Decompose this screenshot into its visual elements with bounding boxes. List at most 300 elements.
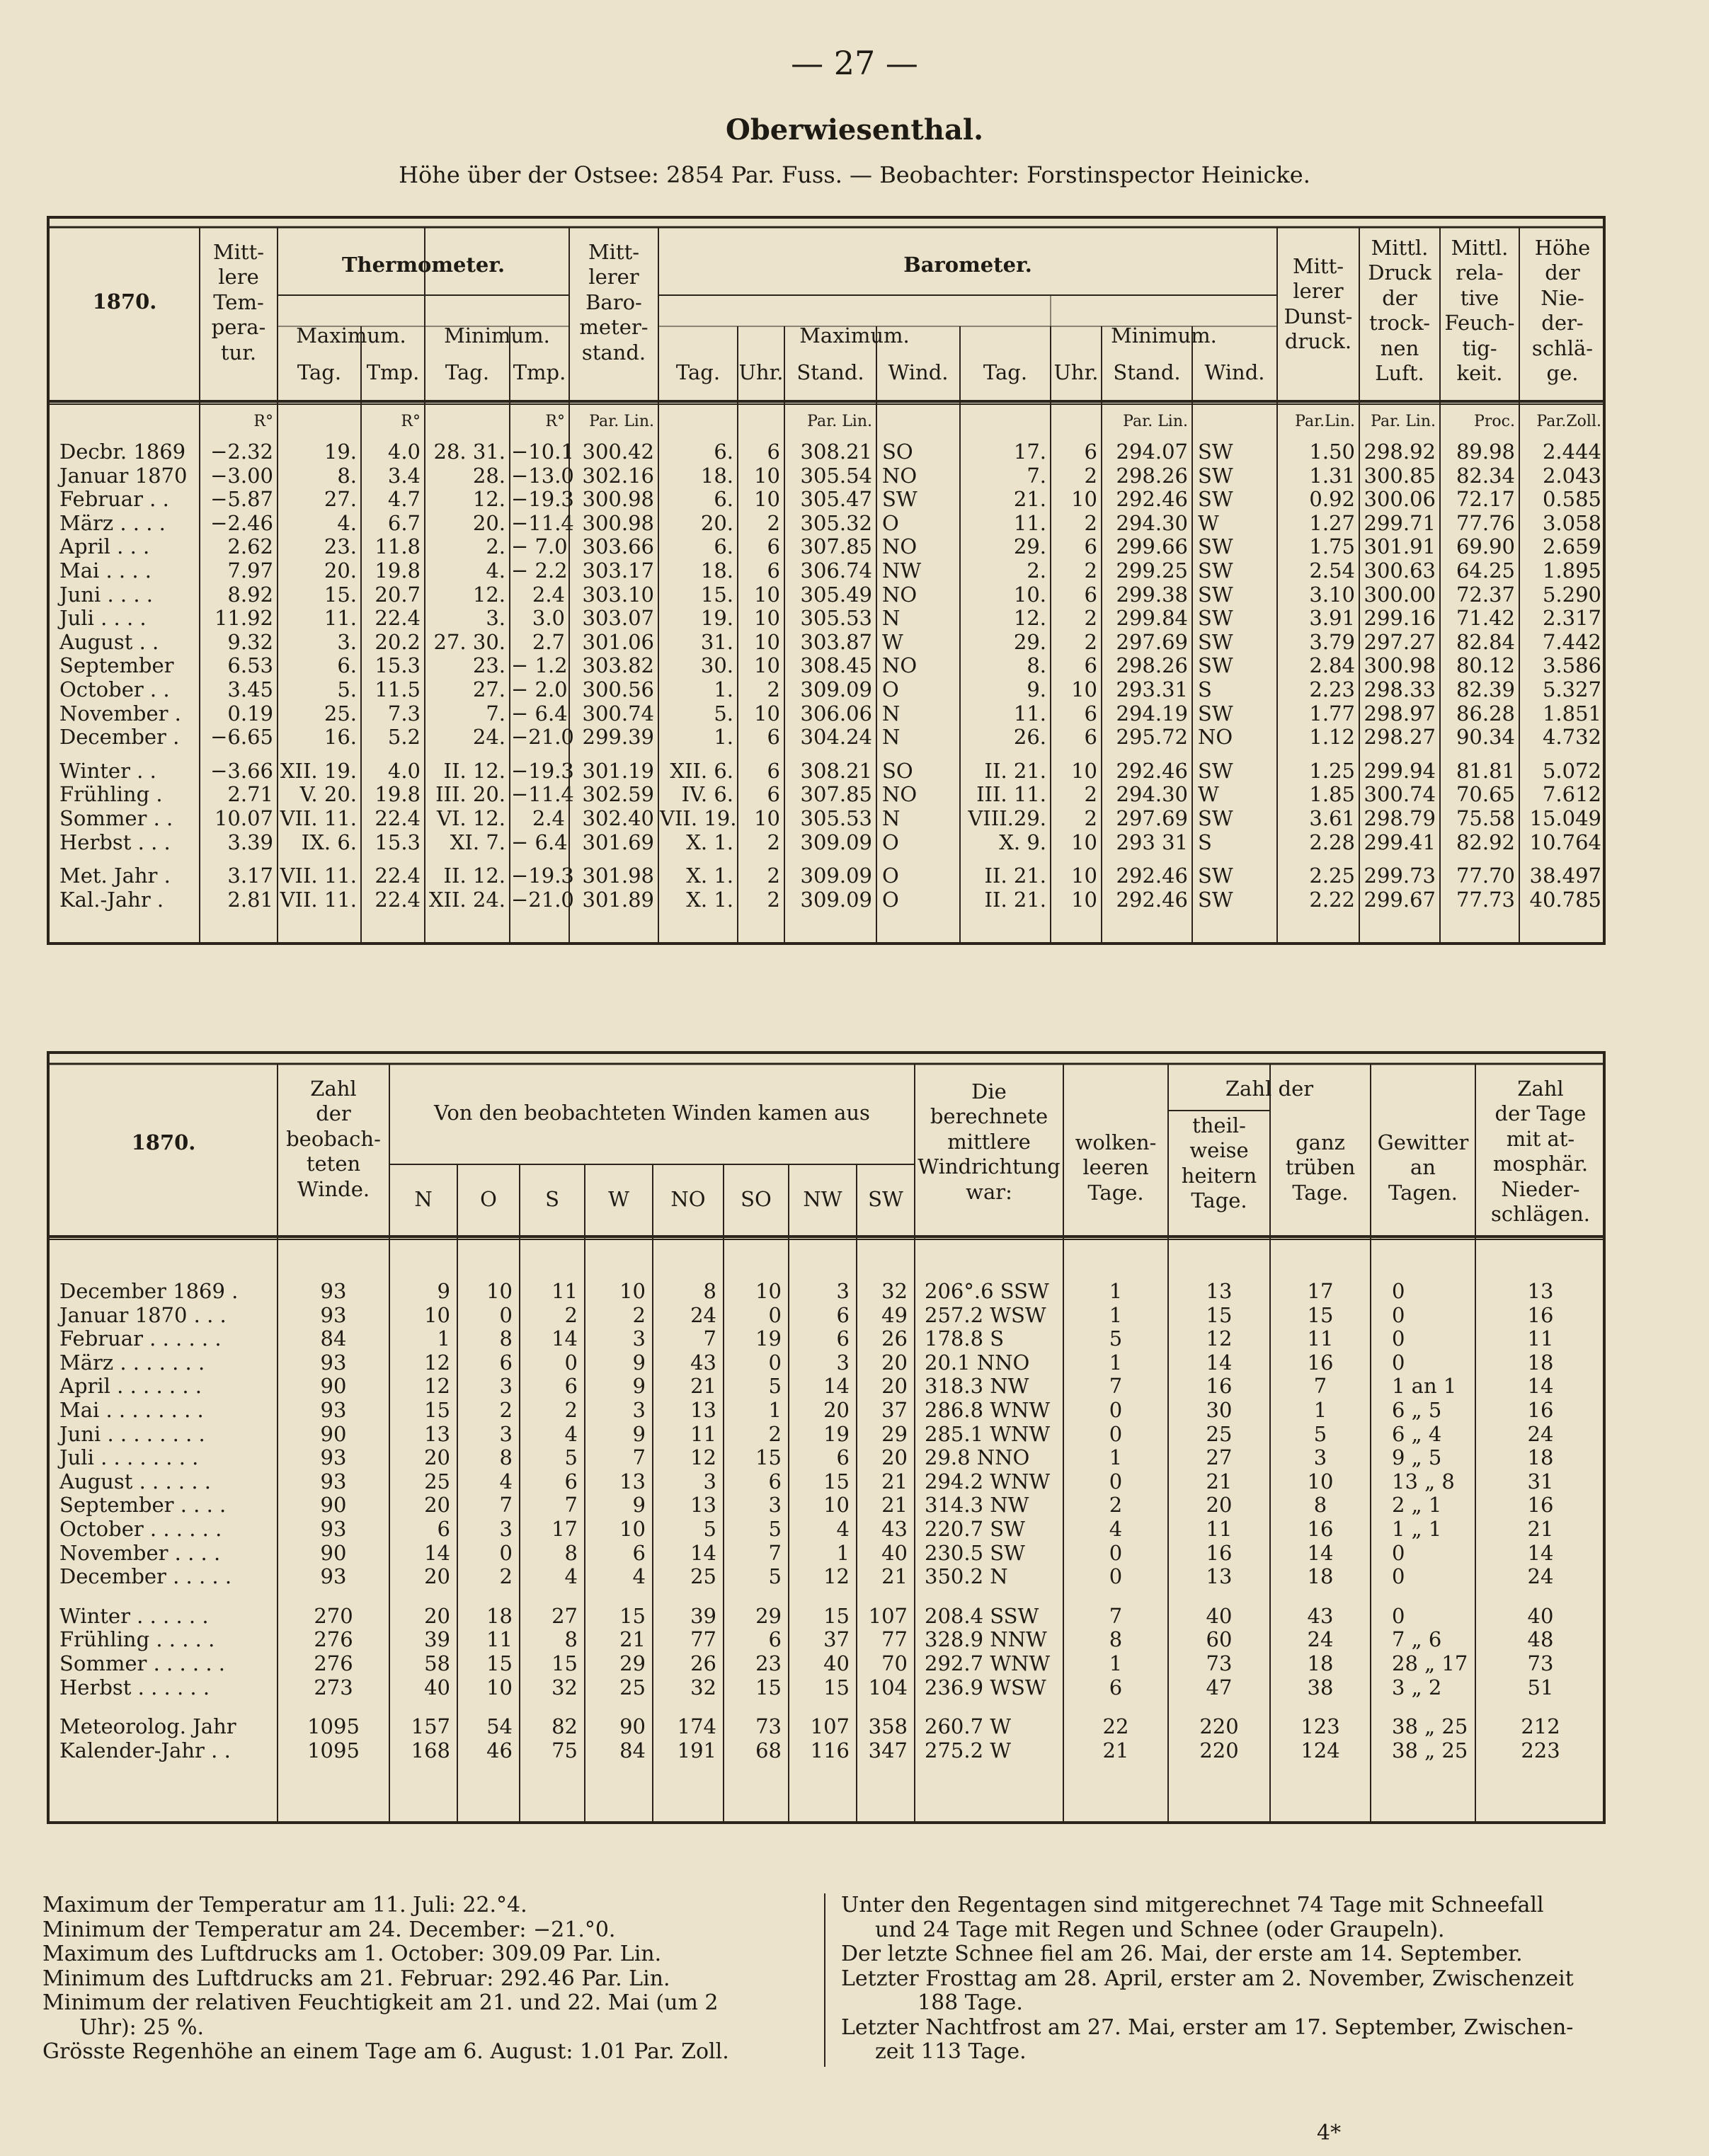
- data-cell: 21.: [1013, 487, 1046, 512]
- data-cell: 107: [810, 1714, 850, 1739]
- baro-min-wind: Wind.: [1204, 360, 1265, 384]
- data-cell: 4.0: [387, 758, 421, 783]
- col-thunder-days: Gewitter an Tagen.: [1377, 1130, 1469, 1205]
- data-cell: 299.73: [1364, 864, 1436, 888]
- data-cell: 47: [1206, 1675, 1233, 1699]
- data-cell: 300.00: [1364, 582, 1436, 607]
- data-cell: 22.4: [375, 864, 421, 888]
- data-cell: 69.90: [1456, 534, 1515, 559]
- data-cell: 6: [836, 1445, 850, 1470]
- row-label: Januar 1870 . . .: [59, 1302, 227, 1327]
- data-cell: 1: [1109, 1302, 1123, 1327]
- data-cell: 2.4: [532, 582, 565, 607]
- data-cell: 15.: [324, 582, 357, 607]
- data-cell: 2.4: [532, 806, 565, 830]
- row-label: Februar . .: [59, 487, 169, 512]
- data-cell: 299.66: [1116, 534, 1188, 559]
- data-cell: 20: [881, 1350, 908, 1375]
- data-cell: − 6.4: [511, 830, 568, 854]
- data-cell: 298.33: [1364, 677, 1436, 701]
- data-cell: 18.: [700, 558, 733, 583]
- data-cell: SW: [1198, 440, 1233, 464]
- data-cell: VIII.29.: [968, 806, 1046, 830]
- data-cell: 73: [1206, 1651, 1233, 1675]
- data-cell: 15: [424, 1398, 450, 1422]
- data-cell: 1: [1109, 1350, 1123, 1375]
- data-cell: 6: [768, 1627, 782, 1652]
- row-label: September: [59, 653, 174, 678]
- data-cell: 90: [320, 1421, 347, 1446]
- data-cell: 93: [320, 1302, 347, 1327]
- data-cell: 4.732: [1542, 725, 1601, 750]
- data-cell: 18.: [700, 463, 733, 488]
- data-cell: 10: [619, 1517, 646, 1541]
- data-cell: 3.058: [1542, 510, 1601, 535]
- data-cell: 303.10: [582, 582, 654, 607]
- data-cell: O: [882, 864, 899, 888]
- data-cell: 298.27: [1364, 725, 1436, 750]
- data-cell: 18: [1307, 1564, 1334, 1589]
- data-cell: 2.81: [227, 887, 273, 912]
- data-cell: 19: [755, 1326, 782, 1351]
- data-cell: 1095: [307, 1714, 360, 1739]
- data-cell: 19.: [700, 606, 733, 631]
- data-cell: II. 21.: [984, 864, 1046, 888]
- data-cell: 292.46: [1116, 758, 1188, 783]
- data-cell: 10: [754, 463, 780, 488]
- data-cell: 16: [1307, 1350, 1334, 1375]
- data-cell: 6: [767, 534, 780, 559]
- data-cell: 0.585: [1542, 487, 1601, 512]
- data-cell: 21: [1102, 1738, 1129, 1762]
- dir-S: S: [545, 1187, 559, 1211]
- data-cell: 11: [1527, 1326, 1554, 1351]
- data-cell: 10: [486, 1675, 513, 1699]
- data-cell: 0: [768, 1302, 782, 1327]
- data-cell: 3.79: [1309, 629, 1355, 654]
- data-cell: 2: [767, 677, 780, 701]
- data-cell: 10: [1071, 864, 1097, 888]
- data-cell: 14: [823, 1374, 850, 1399]
- data-cell: 303.07: [582, 606, 654, 631]
- data-cell: 5.290: [1542, 582, 1601, 607]
- data-cell: 37: [881, 1398, 908, 1422]
- data-cell: 12: [1206, 1326, 1233, 1351]
- data-cell: 2.: [486, 534, 505, 559]
- data-cell: 21: [1206, 1469, 1233, 1493]
- data-cell: 299.94: [1364, 758, 1436, 783]
- data-cell: 20.: [324, 558, 357, 583]
- data-cell: 174: [677, 1714, 716, 1739]
- data-cell: 305.47: [800, 487, 872, 512]
- data-cell: 14: [1527, 1540, 1554, 1565]
- data-cell: 5: [768, 1564, 782, 1589]
- data-cell: SW: [882, 487, 918, 512]
- data-cell: 73: [755, 1714, 782, 1739]
- data-cell: 1 „ 1: [1392, 1517, 1442, 1541]
- data-cell: 3: [632, 1398, 646, 1422]
- data-cell: 30: [1206, 1398, 1233, 1422]
- data-cell: 6: [1109, 1675, 1123, 1699]
- data-cell: 7.97: [227, 558, 273, 583]
- data-cell: 38 „ 25: [1392, 1738, 1468, 1762]
- data-cell: 40: [1206, 1603, 1233, 1628]
- data-cell: 12: [424, 1350, 450, 1375]
- data-cell: 16: [1206, 1374, 1233, 1399]
- data-cell: 6: [767, 440, 780, 464]
- data-cell: 6: [767, 558, 780, 583]
- data-cell: 212: [1521, 1714, 1560, 1739]
- data-cell: 300.85: [1364, 463, 1436, 488]
- data-cell: 300.74: [1364, 782, 1436, 807]
- data-cell: SW: [1198, 534, 1233, 559]
- data-cell: 2: [768, 1421, 782, 1446]
- thermo-max-temp: Tmp.: [366, 360, 420, 384]
- data-cell: 308.21: [800, 440, 872, 464]
- data-cell: 3.10: [1309, 582, 1355, 607]
- data-cell: 71.42: [1456, 606, 1515, 631]
- data-cell: 7: [632, 1445, 646, 1470]
- data-cell: 27.: [472, 677, 505, 701]
- data-cell: 1: [836, 1540, 850, 1565]
- data-cell: 2: [767, 887, 780, 912]
- data-cell: 23: [755, 1651, 782, 1675]
- data-cell: 305.53: [800, 606, 872, 631]
- data-cell: 8: [1313, 1493, 1327, 1518]
- data-cell: 22.4: [375, 887, 421, 912]
- baro-min-stand: Stand.: [1113, 360, 1181, 384]
- data-cell: 298.26: [1116, 653, 1188, 678]
- data-cell: 27. 30.: [433, 629, 505, 654]
- data-cell: 11: [486, 1627, 513, 1652]
- row-label: September . . . .: [59, 1493, 227, 1518]
- data-cell: 6: [1084, 582, 1097, 607]
- data-cell: 1.12: [1309, 725, 1355, 750]
- data-cell: 0: [1392, 1564, 1405, 1589]
- data-cell: 15: [823, 1469, 850, 1493]
- data-cell: 4: [632, 1564, 646, 1589]
- data-cell: 3: [499, 1517, 513, 1541]
- data-cell: 24: [1527, 1421, 1554, 1446]
- col-wind-count: Zahl der beobach- teten Winde.: [286, 1077, 381, 1201]
- data-cell: 2: [499, 1398, 513, 1422]
- data-cell: SW: [1198, 606, 1233, 631]
- data-cell: 302.59: [582, 782, 654, 807]
- data-cell: 0: [1109, 1421, 1123, 1446]
- data-cell: 301.98: [582, 864, 654, 888]
- data-cell: 27: [1206, 1445, 1233, 1470]
- data-cell: 6: [836, 1326, 850, 1351]
- data-cell: 0: [499, 1540, 513, 1565]
- note-right-line: Letzter Frosttag am 28. April, erster am 2. November, Zwischenzeit: [841, 1966, 1574, 1991]
- data-cell: 299.84: [1116, 606, 1188, 631]
- data-cell: 89.98: [1456, 440, 1515, 464]
- data-cell: 15.3: [375, 830, 421, 854]
- data-cell: 236.9 WSW: [925, 1675, 1046, 1699]
- data-cell: 7: [499, 1493, 513, 1518]
- data-cell: 49: [881, 1302, 908, 1327]
- data-cell: 305.49: [800, 582, 872, 607]
- data-cell: 1 an 1: [1392, 1374, 1457, 1399]
- data-cell: 12: [823, 1564, 850, 1589]
- data-cell: 12.: [472, 487, 505, 512]
- note-right-line: zeit 113 Tage.: [875, 2039, 1027, 2064]
- data-cell: 303.66: [582, 534, 654, 559]
- data-cell: 40: [424, 1675, 450, 1699]
- col-precip: Höhe der Nie- der- schlä- ge.: [1531, 236, 1594, 385]
- row-label: December . . . . .: [59, 1564, 232, 1589]
- data-cell: W: [882, 629, 903, 654]
- data-cell: 80.12: [1456, 653, 1515, 678]
- data-cell: 2: [1084, 782, 1097, 807]
- row-label: Meteorolog. Jahr: [59, 1714, 236, 1739]
- data-cell: III. 11.: [976, 782, 1046, 807]
- data-cell: SW: [1198, 806, 1233, 830]
- row-label: Juli . . . . . . . .: [59, 1445, 199, 1470]
- note-left-line: Minimum der relativen Feuchtigkeit am 21. und 22. Mai (um 2: [42, 1990, 719, 2015]
- data-cell: 20: [881, 1445, 908, 1470]
- data-cell: 21: [881, 1493, 908, 1518]
- data-cell: 2.25: [1309, 864, 1355, 888]
- data-cell: 303.82: [582, 653, 654, 678]
- col-dry-pressure: Mittl. Druck der trock- nen Luft.: [1368, 236, 1431, 385]
- data-cell: O: [882, 510, 899, 535]
- data-cell: 86.28: [1456, 701, 1515, 726]
- data-cell: 20: [424, 1493, 450, 1518]
- data-cell: X. 1.: [686, 864, 733, 888]
- data-cell: 6: [1084, 534, 1097, 559]
- data-cell: 77.70: [1456, 864, 1515, 888]
- data-cell: NO: [1198, 725, 1233, 750]
- data-cell: 2: [767, 510, 780, 535]
- row-label: November .: [59, 701, 181, 726]
- data-cell: 2: [1084, 629, 1097, 654]
- data-cell: 9: [632, 1350, 646, 1375]
- data-cell: 25: [690, 1564, 716, 1589]
- baro-max: Maximum.: [799, 323, 910, 348]
- data-cell: 10.: [1013, 582, 1046, 607]
- note-right-line: 188 Tage.: [918, 1990, 1023, 2015]
- data-cell: 306.74: [800, 558, 872, 583]
- col-year: 1870.: [92, 289, 157, 314]
- thermo-min-day: Tag.: [445, 360, 490, 384]
- unit-label: Par. Lin.: [1123, 413, 1188, 430]
- data-cell: 4: [836, 1517, 850, 1541]
- row-label: Juli . . . .: [59, 606, 147, 631]
- data-cell: 20: [1206, 1493, 1233, 1518]
- data-cell: 308.21: [800, 758, 872, 783]
- data-cell: 298.79: [1364, 806, 1436, 830]
- data-cell: 54: [486, 1714, 513, 1739]
- data-cell: 2: [564, 1398, 578, 1422]
- col-clear-days: wolken- leeren Tage.: [1075, 1130, 1157, 1205]
- data-cell: 9: [632, 1493, 646, 1518]
- data-cell: −3.66: [210, 758, 273, 783]
- data-cell: 10.764: [1529, 830, 1601, 854]
- row-label: Juni . . . . . . . .: [59, 1421, 205, 1446]
- note-left-line: Maximum der Temperatur am 11. Juli: 22.°4.: [42, 1893, 527, 1917]
- data-cell: 4: [564, 1564, 578, 1589]
- data-cell: 208.4 SSW: [925, 1603, 1039, 1628]
- unit-label: R°: [545, 413, 565, 430]
- data-cell: 24: [1527, 1564, 1554, 1589]
- data-cell: 299.16: [1364, 606, 1436, 631]
- data-cell: 10: [1071, 758, 1097, 783]
- data-cell: II. 21.: [984, 758, 1046, 783]
- data-cell: 358: [868, 1714, 908, 1739]
- data-cell: − 6.4: [511, 701, 568, 726]
- data-cell: 303.87: [800, 629, 872, 654]
- data-cell: 293 31: [1116, 830, 1188, 854]
- data-cell: 1.85: [1309, 782, 1355, 807]
- data-cell: 294.19: [1116, 701, 1188, 726]
- baro-min-day: Tag.: [983, 360, 1028, 384]
- data-cell: 2.84: [1309, 653, 1355, 678]
- data-cell: 276: [314, 1627, 353, 1652]
- data-cell: 2.54: [1309, 558, 1355, 583]
- data-cell: 298.97: [1364, 701, 1436, 726]
- data-cell: − 7.0: [511, 534, 568, 559]
- data-cell: 260.7 W: [925, 1714, 1012, 1739]
- data-cell: 3.39: [227, 830, 273, 854]
- data-cell: 64.25: [1456, 558, 1515, 583]
- row-label: April . . . . . . .: [59, 1374, 202, 1399]
- data-cell: 32: [551, 1675, 578, 1699]
- data-cell: 43: [881, 1517, 908, 1541]
- data-cell: 1.895: [1542, 558, 1601, 583]
- data-cell: 5.: [714, 701, 733, 726]
- data-cell: 25: [424, 1469, 450, 1493]
- data-cell: 275.2 W: [925, 1738, 1012, 1762]
- data-cell: 13: [1206, 1564, 1233, 1589]
- data-cell: 300.98: [1364, 653, 1436, 678]
- row-label: Kal.-Jahr .: [59, 887, 164, 912]
- data-cell: 29.: [1013, 534, 1046, 559]
- data-cell: 16: [1307, 1517, 1334, 1541]
- unit-label: Par.Zoll.: [1536, 413, 1601, 430]
- data-cell: 8: [564, 1540, 578, 1565]
- data-cell: 13: [424, 1421, 450, 1446]
- data-cell: 305.32: [800, 510, 872, 535]
- data-cell: 93: [320, 1469, 347, 1493]
- data-cell: 23.: [324, 534, 357, 559]
- data-cell: 6: [1084, 725, 1097, 750]
- data-cell: 301.91: [1364, 534, 1436, 559]
- data-cell: 72.17: [1456, 487, 1515, 512]
- data-cell: 10: [1071, 487, 1097, 512]
- data-cell: 0: [1109, 1540, 1123, 1565]
- data-cell: 12: [690, 1445, 716, 1470]
- data-cell: 6: [564, 1469, 578, 1493]
- data-cell: 124: [1301, 1738, 1340, 1762]
- row-label: Januar 1870: [59, 463, 188, 488]
- data-cell: 21: [881, 1469, 908, 1493]
- data-cell: 8: [499, 1326, 513, 1351]
- data-cell: 11: [690, 1421, 716, 1446]
- data-cell: −11.4: [511, 510, 574, 535]
- row-label: November . . . .: [59, 1540, 221, 1565]
- baro-max-hour: Uhr.: [738, 360, 784, 384]
- data-cell: 46: [486, 1738, 513, 1762]
- data-cell: 9: [437, 1279, 450, 1303]
- page-title: Oberwiesenthal.: [725, 113, 984, 147]
- data-cell: SW: [1198, 558, 1233, 583]
- data-cell: − 2.0: [511, 677, 568, 701]
- data-cell: 295.72: [1116, 725, 1188, 750]
- data-cell: 5: [1313, 1421, 1327, 1446]
- data-cell: 22.4: [375, 806, 421, 830]
- data-cell: NO: [882, 463, 918, 488]
- data-cell: 0: [1109, 1469, 1123, 1493]
- data-cell: 93: [320, 1517, 347, 1541]
- data-cell: XI. 7.: [450, 830, 505, 854]
- data-cell: SW: [1198, 582, 1233, 607]
- row-label: December .: [59, 725, 180, 750]
- dir-W: W: [608, 1187, 629, 1211]
- data-cell: III. 20.: [435, 782, 505, 807]
- data-cell: O: [882, 887, 899, 912]
- data-cell: 29.: [1013, 629, 1046, 654]
- data-cell: 0: [1392, 1302, 1405, 1327]
- data-cell: −5.87: [210, 487, 273, 512]
- data-cell: 1.31: [1309, 463, 1355, 488]
- data-cell: −13.0: [511, 463, 574, 488]
- data-cell: 7: [703, 1326, 716, 1351]
- data-cell: 300.98: [582, 487, 654, 512]
- data-cell: SW: [1198, 701, 1233, 726]
- data-cell: 300.63: [1364, 558, 1436, 583]
- data-cell: 0: [564, 1350, 578, 1375]
- data-cell: 294.2 WNW: [925, 1469, 1051, 1493]
- data-cell: −3.00: [210, 463, 273, 488]
- row-label: October . .: [59, 677, 170, 701]
- data-cell: 70.65: [1456, 782, 1515, 807]
- data-cell: 12.: [472, 582, 505, 607]
- data-cell: 14: [1527, 1374, 1554, 1399]
- data-cell: 0.92: [1309, 487, 1355, 512]
- data-cell: 7 „ 6: [1392, 1627, 1442, 1652]
- col-humidity: Mittl. rela- tive Feuch- tig- keit.: [1444, 236, 1515, 385]
- data-cell: −21.0: [511, 725, 574, 750]
- data-cell: 309.09: [800, 677, 872, 701]
- data-cell: 38.497: [1529, 864, 1601, 888]
- note-left-line: Minimum der Temperatur am 24. December: −21.°0.: [42, 1917, 616, 1942]
- data-cell: 16: [1206, 1540, 1233, 1565]
- data-cell: 15.049: [1529, 806, 1601, 830]
- data-cell: 1: [1109, 1651, 1123, 1675]
- data-cell: 2.62: [227, 534, 273, 559]
- data-cell: −2.46: [210, 510, 273, 535]
- row-label: Sommer . . . . . .: [59, 1651, 225, 1675]
- data-cell: SW: [1198, 758, 1233, 783]
- data-cell: 3.4: [387, 463, 421, 488]
- unit-label: Proc.: [1474, 413, 1515, 430]
- unit-label: R°: [401, 413, 421, 430]
- data-cell: 26: [690, 1651, 716, 1675]
- data-cell: 301.69: [582, 830, 654, 854]
- data-cell: 307.85: [800, 782, 872, 807]
- data-cell: 3: [703, 1469, 716, 1493]
- data-cell: 15.: [700, 582, 733, 607]
- data-cell: 309.09: [800, 830, 872, 854]
- row-label: Winter . .: [59, 758, 156, 783]
- data-cell: VII. 11.: [280, 887, 357, 912]
- data-cell: 12.: [1013, 606, 1046, 631]
- data-cell: 11.8: [375, 534, 421, 559]
- data-cell: 7: [1109, 1374, 1123, 1399]
- data-cell: 10: [1307, 1469, 1334, 1493]
- data-cell: 4.: [337, 510, 357, 535]
